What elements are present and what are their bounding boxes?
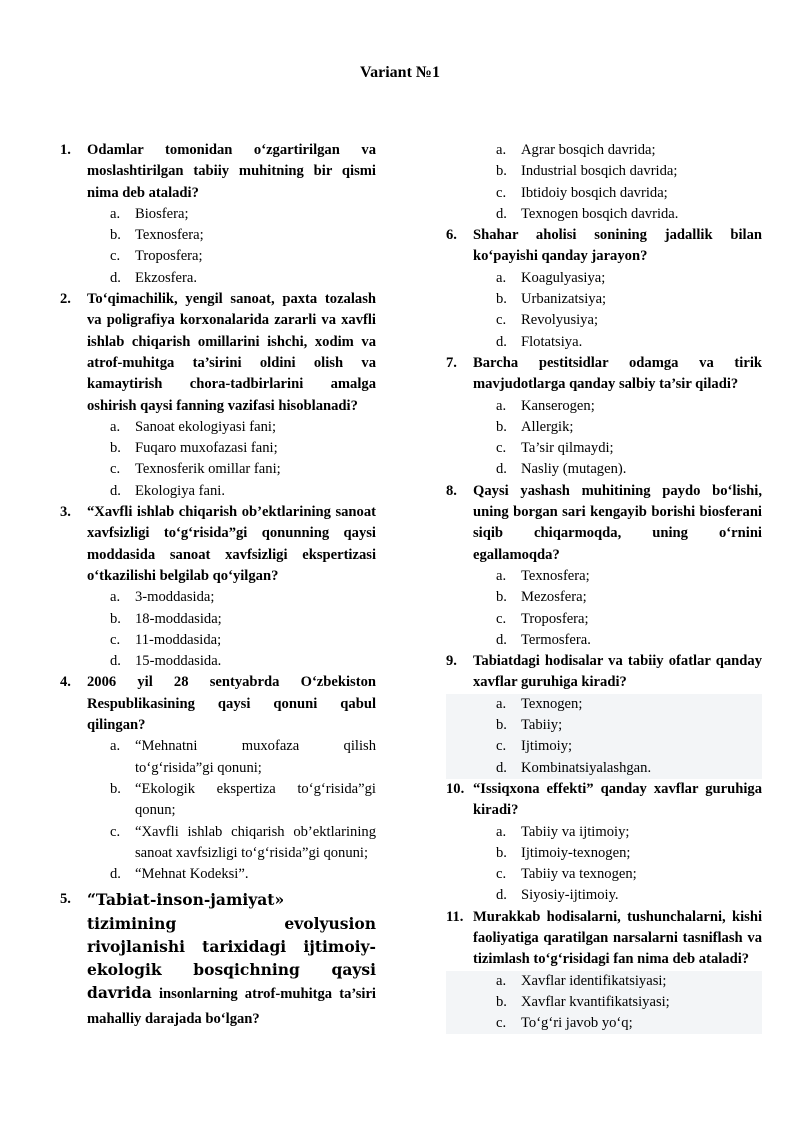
option-b — [446, 161, 762, 182]
question-1 — [60, 140, 376, 204]
option-c — [60, 630, 376, 651]
option-text: 3-moddasida; — [135, 589, 215, 606]
option-text: Tabiiy va texnogen; — [521, 866, 637, 883]
option-c — [446, 864, 762, 885]
option-c — [446, 609, 762, 630]
option-text: 18-moddasida; — [135, 610, 222, 627]
left-column — [60, 140, 376, 1032]
option-a — [446, 971, 762, 992]
option-letter: d. — [110, 653, 121, 670]
question-5 — [60, 888, 376, 1031]
option-text: Ibtidoiy bosqich davrida; — [521, 184, 668, 201]
option-letter: c. — [496, 866, 507, 883]
option-letter: d. — [110, 866, 121, 883]
question-text: Barcha pestitsidlar odamga va tirik mavjudotlarga qanday salbiy ta’sir qiladi? — [473, 354, 762, 393]
option-b — [446, 417, 762, 438]
option-a — [446, 140, 762, 161]
option-letter: c. — [496, 312, 507, 329]
question-number: 9. — [446, 653, 457, 670]
option-c — [60, 822, 376, 865]
option-text: Tabiiy; — [521, 717, 563, 734]
option-letter: b. — [496, 418, 507, 435]
question-number: 7. — [446, 354, 457, 371]
option-text: Agrar bosqich davrida; — [521, 142, 656, 158]
question-number: 10. — [446, 780, 465, 797]
option-text: Urbanizatsiya; — [521, 291, 607, 308]
question-number: 2. — [60, 291, 71, 308]
option-letter: d. — [496, 759, 507, 776]
option-text: “Xavfli ishlab chiqarish ob’ektlarining sanoat xavfsizligi to‘g‘risida”gi qonuni; — [135, 823, 376, 861]
option-b — [446, 289, 762, 310]
option-text: Texnosfera; — [135, 227, 204, 244]
question-text: “Tabiat-inson-jamiyat» tizimining evolyusion rivojlanishi tarixidagi ijtimoiy-ekologik bosqichning qaysi davrida — [87, 890, 376, 1003]
question-text: “Xavfli ishlab chiqarish ob’ektlarining sanoat xavfsizligi to‘g‘risida”gi qonunning qaysi moddasida sanoat xavfsizligi ekspertizasi o‘tkazilishi belgilab qo‘yilgan? — [87, 504, 376, 584]
option-text: Troposfera; — [135, 248, 203, 265]
option-text: Xavflar kvantifikatsiyasi; — [521, 993, 670, 1010]
right-column — [446, 140, 762, 1034]
option-text: To‘g‘ri javob yo‘q; — [521, 1015, 633, 1032]
option-text: “Mehnatni muxofaza qilish to‘g‘risida”gi qonuni; — [135, 738, 376, 776]
option-d — [446, 630, 762, 651]
question-9 — [446, 651, 762, 694]
option-text: Biosfera; — [135, 205, 189, 222]
option-text: Flotatsiya. — [521, 333, 583, 350]
option-letter: d. — [496, 205, 507, 222]
option-letter: c. — [496, 610, 507, 627]
option-letter: d. — [496, 333, 507, 350]
option-c — [60, 246, 376, 267]
question-8 — [446, 481, 762, 566]
option-letter: b. — [496, 163, 507, 180]
option-d — [60, 481, 376, 502]
option-b — [60, 225, 376, 246]
option-b — [446, 992, 762, 1013]
option-d — [446, 459, 762, 480]
option-text: Texnosferik omillar fani; — [135, 461, 281, 478]
option-a — [446, 396, 762, 417]
option-a — [446, 268, 762, 289]
option-b — [60, 438, 376, 459]
option-letter: c. — [496, 184, 507, 201]
option-text: Texnosfera; — [521, 567, 590, 584]
option-text: Ta’sir qilmaydi; — [521, 440, 614, 457]
option-text: Kombinatsiyalashgan. — [521, 759, 652, 776]
option-a — [60, 736, 376, 779]
option-letter: b. — [110, 610, 121, 627]
question-text-continued: insonlarning atrof-muhitga ta’siri mahalliy darajada bo‘lgan? — [87, 986, 376, 1028]
question-text: Tabiatdagi hodisalar va tabiiy ofatlar qanday xavflar guruhiga kiradi? — [473, 653, 762, 691]
question-text: Odamlar tomonidan o‘zgartirilgan va moslashtirilgan tabiiy muhitning bir qismi nima deb ataladi? — [87, 142, 376, 201]
question-number: 6. — [446, 227, 457, 244]
option-text: Koagulyasiya; — [521, 269, 606, 286]
option-d — [60, 268, 376, 289]
option-letter: c. — [110, 248, 121, 265]
option-letter: d. — [496, 887, 507, 904]
option-text: Ekologiya fani. — [135, 482, 225, 499]
option-text: Texnogen; — [521, 695, 583, 712]
option-text: 15-moddasida. — [135, 653, 222, 670]
option-text: Mezosfera; — [521, 589, 587, 606]
page-title: Variant №1 — [360, 64, 440, 81]
option-letter: c. — [110, 631, 121, 648]
option-letter: a. — [496, 269, 507, 286]
question-10 — [446, 779, 762, 822]
question-6 — [446, 225, 762, 268]
option-letter: b. — [110, 780, 121, 797]
question-number: 8. — [446, 482, 457, 499]
option-letter: b. — [496, 717, 507, 734]
option-letter: a. — [496, 142, 507, 158]
question-number: 1. — [60, 142, 71, 158]
option-c — [446, 310, 762, 331]
question-text: To‘qimachilik, yengil sanoat, paxta tozalash va poligrafiya korxonalarida zararli va xavfli ishlab chiqarish omillarini ishchi, xodim va atrof-muhitga ta’sirini oldini olish va kamaytirish chora-tadbirlarini amalga oshirish qaysi fanning vazifasi hisoblanadi? — [87, 291, 376, 414]
option-d — [446, 758, 762, 779]
option-letter: c. — [110, 461, 121, 478]
option-b — [446, 587, 762, 608]
option-text: Xavflar identifikatsiyasi; — [521, 972, 667, 989]
option-letter: a. — [496, 972, 507, 989]
option-letter: a. — [110, 418, 121, 435]
option-letter: c. — [496, 1015, 507, 1032]
option-d — [60, 651, 376, 672]
question-number: 4. — [60, 674, 71, 691]
question-number: 11. — [446, 908, 464, 925]
option-d — [446, 885, 762, 906]
option-letter: d. — [496, 461, 507, 478]
option-letter: b. — [496, 844, 507, 861]
question-7 — [446, 353, 762, 396]
question-2 — [60, 289, 376, 417]
option-b — [446, 843, 762, 864]
option-text: Termosfera. — [521, 631, 591, 648]
option-letter: a. — [496, 397, 507, 414]
shaded-options-block — [446, 694, 762, 779]
option-letter: c. — [496, 738, 507, 755]
option-letter: a. — [496, 823, 507, 840]
option-letter: d. — [496, 631, 507, 648]
option-d — [446, 204, 762, 225]
option-letter: d. — [110, 482, 121, 499]
option-text: Nasliy (mutagen). — [521, 461, 627, 478]
option-letter: b. — [496, 291, 507, 308]
question-3 — [60, 502, 376, 587]
option-text: Tabiiy va ijtimoiy; — [521, 823, 630, 840]
option-letter: c. — [496, 440, 507, 457]
option-letter: b. — [496, 589, 507, 606]
option-text: Kanserogen; — [521, 397, 595, 414]
question-text: Shahar aholisi sonining jadallik bilan ko‘payishi qanday jarayon? — [473, 227, 762, 265]
option-c — [446, 736, 762, 757]
question-4 — [60, 672, 376, 736]
option-text: Ekzosfera. — [135, 269, 197, 286]
option-text: Industrial bosqich davrida; — [521, 163, 678, 180]
option-a — [446, 566, 762, 587]
shaded-options-block — [446, 971, 762, 1035]
option-a — [60, 587, 376, 608]
option-text: Allergik; — [521, 418, 574, 435]
option-letter: b. — [496, 993, 507, 1010]
option-letter: a. — [496, 695, 507, 712]
option-text: Siyosiy-ijtimoiy. — [521, 887, 619, 904]
option-a — [60, 204, 376, 225]
option-c — [446, 438, 762, 459]
option-c — [446, 1013, 762, 1034]
question-number: 5. — [60, 891, 71, 908]
option-text: Ijtimoiy-texnogen; — [521, 844, 631, 861]
option-b — [60, 609, 376, 630]
question-11 — [446, 907, 762, 971]
question-text: Qaysi yashash muhitining paydo bo‘lishi, uning borgan sari kengayib borishi biosferani siqib chiqarmoqda, uning o‘rnini egallamoqda? — [473, 482, 762, 563]
option-text: 11-moddasida; — [135, 631, 222, 648]
option-letter: b. — [110, 440, 121, 457]
option-text: Fuqaro muxofazasi fani; — [135, 440, 278, 457]
option-text: Sanoat ekologiyasi fani; — [135, 418, 277, 435]
option-letter: a. — [496, 567, 507, 584]
option-letter: a. — [110, 205, 121, 222]
option-d — [60, 864, 376, 885]
option-text: Texnogen bosqich davrida. — [521, 205, 679, 222]
option-text: Ijtimoiy; — [521, 738, 573, 755]
option-c — [446, 183, 762, 204]
option-b — [446, 715, 762, 736]
option-letter: a. — [110, 589, 121, 606]
option-b — [60, 779, 376, 822]
option-text: “Mehnat Kodeksi”. — [135, 866, 249, 883]
option-text: Revolyusiya; — [521, 312, 599, 329]
option-a — [446, 822, 762, 843]
option-a — [60, 417, 376, 438]
option-letter: d. — [110, 269, 121, 286]
option-text: “Ekologik ekspertiza to‘g‘risida”gi qonun; — [135, 780, 376, 819]
option-text: Troposfera; — [521, 610, 589, 627]
option-d — [446, 332, 762, 353]
option-c — [60, 459, 376, 480]
option-letter: a. — [110, 738, 121, 755]
question-text: 2006 yil 28 sentyabrda O‘zbekiston Respublikasining qaysi qonuni qabul qilingan? — [87, 674, 376, 734]
question-text: Murakkab hodisalarni, tushunchalarni, kishi faoliyatiga qaratilgan narsalarni tasniflash va tizimlash to‘g‘risidagi fan nima deb ataladi? — [473, 908, 762, 968]
option-letter: c. — [110, 823, 121, 840]
option-a — [446, 694, 762, 715]
question-number: 3. — [60, 504, 71, 521]
question-text: “Issiqxona effekti” qanday xavflar guruhiga kiradi? — [473, 780, 762, 819]
option-letter: b. — [110, 227, 121, 244]
